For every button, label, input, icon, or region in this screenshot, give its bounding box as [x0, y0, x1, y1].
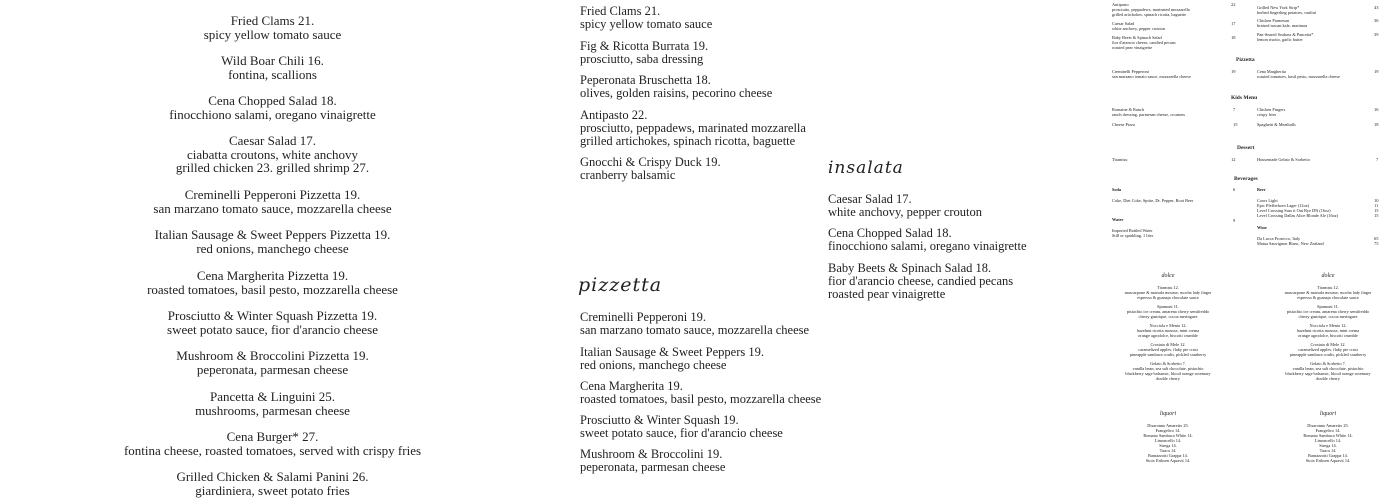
item-name: Spumoni 11.	[1157, 304, 1179, 309]
menu-item	[100, 470, 445, 497]
liquori-header: liquori	[1319, 411, 1337, 417]
item-name: Italian Sausage & Sweet Peppers Pizzetta 19.	[154, 227, 391, 242]
item-description: grilled artichokes, spinach ricotta, baguette	[1112, 12, 1186, 17]
dessert-item	[1098, 342, 1238, 357]
item-name: Creminelli Pepperoni	[1112, 69, 1149, 74]
item-name: Chicken Fingers	[1257, 107, 1286, 112]
item-name: Cena Margherita	[1257, 69, 1286, 74]
item-name: Antipasto 22.	[580, 108, 648, 122]
item-description: vanilla bean, sea salt chocolate, pistachio	[1132, 366, 1204, 371]
menu-item	[100, 188, 445, 215]
item-description: ranch dressing, parmesan cheese, croutons	[1112, 112, 1186, 117]
menu-item	[828, 262, 1088, 301]
item-name: Wild Boar Chili 16.	[221, 53, 324, 68]
liquor-item: Strega 14.	[1319, 443, 1337, 448]
item-name: Italian Sausage & Sweet Peppers 19.	[580, 345, 764, 359]
item-name: Mushroom & Broccolini 19.	[580, 447, 723, 461]
price: 15	[1374, 208, 1379, 213]
item-description: orange agrodolce, biscotti crumble	[1138, 333, 1198, 338]
liquori-card	[1258, 412, 1398, 463]
item-description: pineapple sambuca coulis, pickled cranberry	[1289, 352, 1367, 357]
dolce-card	[1098, 274, 1238, 385]
item-name: Grilled New York Strip*	[1257, 5, 1300, 10]
item-name: Romaine & Ranch	[1112, 107, 1144, 112]
item-name: Spumoni 11.	[1317, 304, 1339, 309]
item-description: espresso & guanaja chocolate sauce	[1137, 295, 1199, 300]
item-description: olives, golden raisins, pecorino cheese	[580, 86, 773, 100]
item-name: Crostata di Mele 12.	[1310, 342, 1346, 347]
menu-item	[100, 309, 445, 336]
beer-item: Level Crossing Suss it Out Rye IPA (16oz)	[1257, 208, 1331, 213]
item-description: peperonata, parmesan cheese	[580, 460, 726, 474]
liquor-item: Stoix Eriksen Aquavit 14.	[1305, 458, 1351, 463]
price: 39	[1374, 32, 1379, 37]
water-description: Imported Bottled Water	[1112, 228, 1153, 233]
menu-item	[580, 346, 840, 372]
liquor-item: Frangelico 14.	[1155, 428, 1181, 433]
liquor-item: Frangelico 14.	[1315, 428, 1341, 433]
menu-item	[580, 311, 840, 337]
item-name: Tiramisu	[1112, 157, 1128, 162]
item-description: roasted tomatoes, basil pesto, mozzarella cheese	[580, 392, 822, 406]
section-title: Kids Menu	[1231, 95, 1258, 101]
item-name: Nocciola e Menta 12.	[1309, 323, 1347, 328]
item-name: Fig & Ricotta Burrata 19.	[580, 39, 709, 53]
item-description: double cherry	[1156, 376, 1180, 381]
item-name: Creminelli Pepperoni Pizzetta 19.	[184, 187, 361, 202]
beer-item: Coors Light	[1257, 198, 1278, 203]
price: 18	[1374, 122, 1379, 127]
item-name: Baby Beets & Spinach Salad 18.	[828, 261, 992, 275]
item-description: lemon risotto, garlic butter	[1257, 37, 1303, 42]
item-name: Cena Chopped Salad 18.	[828, 226, 952, 240]
item-name: Baby Beets & Spinach Salad	[1112, 35, 1162, 40]
item-description: fior d'arancio cheese, candied pecans	[828, 274, 1014, 288]
item-description: blackberry sage balsamic, blood orange rosemary	[1125, 371, 1211, 376]
dessert-item	[1258, 304, 1398, 319]
menu-item	[580, 109, 840, 148]
item-name: Cena Margherita 19.	[580, 379, 683, 393]
liquor-item: Romano Sambuca White 14.	[1143, 433, 1193, 438]
liquor-item: Ramazzotti Grappa 14.	[1148, 453, 1188, 458]
item-description: grilled artichokes, spinach ricotta, baguette	[580, 134, 796, 148]
item-name: Cena Chopped Salad 18.	[208, 93, 337, 108]
section-title: Pizzetta	[1236, 57, 1255, 63]
wine-title: Wine	[1257, 225, 1267, 230]
price: 6	[1233, 187, 1236, 192]
price: 15	[1233, 122, 1238, 127]
item-name: Gelato & Sorbetto 7.	[1310, 361, 1346, 366]
item-name: Crostata di Mele 12.	[1150, 342, 1186, 347]
item-description: prosciutto, saba dressing	[580, 52, 704, 66]
item-description: roasted pear vinaigrette	[1112, 45, 1153, 50]
wine-item: Da Lucca Prosecco, Italy	[1257, 236, 1301, 241]
menu-item	[100, 349, 445, 376]
dessert-item	[1098, 323, 1238, 338]
item-description: roasted tomatoes, basil pesto, mozzarella cheese	[147, 281, 398, 297]
price: 10	[1374, 198, 1379, 203]
price: 19	[1231, 69, 1236, 74]
item-description: red onions, manchego cheese	[580, 358, 727, 372]
liquor-item: Romano Sambuca White 14.	[1303, 433, 1353, 438]
price: 11	[1374, 203, 1379, 208]
item-description: white anchovy, pepper crouton	[1112, 26, 1165, 31]
item-description: pistachio ice cream, amarena cherry semifreddo	[1286, 309, 1370, 314]
item-description: orange agrodolce, biscotti crumble	[1298, 333, 1358, 338]
menu-item	[828, 227, 1088, 253]
item-description: finocchiono salami, oregano vinaigrette	[828, 239, 1027, 253]
liquor-item: Limoncello 14.	[1154, 438, 1182, 443]
liquori-header: liquori	[1159, 411, 1177, 417]
item-description: red onions, manchego cheese	[196, 240, 349, 256]
dessert-item	[1258, 323, 1398, 338]
item-description: finocchiono salami, oregano vinaigrette	[169, 106, 376, 122]
item-name: Fried Clams 21.	[230, 13, 315, 28]
item-description: white anchovy, pepper crouton	[828, 205, 982, 219]
menu-item	[580, 40, 840, 66]
section-title: Beverages	[1234, 176, 1258, 182]
item-description: spicy yellow tomato sauce	[580, 17, 713, 31]
item-name: Chicken Parmesan	[1257, 18, 1290, 23]
item-description: vanilla bean, sea salt chocolate, pistachio	[1292, 366, 1364, 371]
dessert-item	[1098, 285, 1238, 300]
item-description: cranberry balsamic	[580, 168, 676, 182]
liquor-item: Disaronno Amaretto 25.	[1147, 423, 1189, 428]
water-description: Still or sparkling, 1 liter	[1112, 233, 1154, 238]
item-description: roasted pear vinaigrette	[828, 287, 946, 301]
dessert-item	[1098, 304, 1238, 319]
menu-item	[100, 14, 445, 41]
liquor-item: Strega 14.	[1159, 443, 1177, 448]
item-description: caramelized apples, flaky pie crust	[1298, 347, 1358, 352]
item-description: herbed fingerling potatoes, cauliní	[1257, 10, 1316, 15]
price: 43	[1374, 5, 1379, 10]
water-title: Water	[1112, 217, 1124, 222]
item-description: mushrooms, parmesan cheese	[195, 402, 350, 418]
item-name: Spaghetti & Meatballs	[1257, 122, 1296, 127]
item-description: cherry gastrique, cocoa meringues	[1138, 314, 1198, 319]
price: 36	[1374, 18, 1379, 23]
item-description: pineapple sambuca coulis, pickled cranberry	[1129, 352, 1207, 357]
item-description: fontina cheese, roasted tomatoes, served with crispy fries	[123, 442, 422, 458]
price: 18	[1231, 35, 1236, 40]
menu-item	[580, 448, 840, 474]
item-name: Grilled Chicken & Salami Panini 26.	[176, 469, 369, 484]
menu-item	[100, 390, 445, 417]
item-description: sweet potato sauce, fior d'arancio cheese	[167, 321, 378, 337]
item-name: Peperonata Bruschetta 18.	[580, 73, 711, 87]
item-description: mascarpone & marsala mousse, mocha lady finger	[1284, 290, 1372, 295]
dessert-item	[1098, 361, 1238, 381]
liquor-item: Tuaca 14.	[1319, 448, 1337, 453]
item-name: Housemade Gelato & Sorbetto	[1257, 157, 1310, 162]
price: 7	[1233, 107, 1236, 112]
dolce-card	[1258, 274, 1398, 385]
item-name: Antipasto	[1112, 2, 1129, 7]
item-name: Prosciutto & Winter Squash Pizzetta 19.	[167, 308, 378, 323]
liquor-item: Tuaca 14.	[1159, 448, 1177, 453]
item-description: ciabatta croutons, white anchovy	[186, 146, 359, 162]
dessert-item	[1258, 361, 1398, 381]
item-name: Tiramisu 12.	[1317, 285, 1339, 290]
liquor-item: Disaronno Amaretto 25.	[1307, 423, 1349, 428]
beer-item: Epic Pfefferhorn Lager (12oz)	[1257, 203, 1310, 208]
item-name: Pancetta & Linguini 25.	[210, 389, 335, 404]
beer-title: Beer	[1257, 187, 1266, 192]
item-name: Caesar Salad 17.	[228, 133, 316, 148]
menu-item	[580, 380, 840, 406]
item-description: san marzano tomato sauce, mozzarella cheese	[153, 200, 392, 216]
price: 19	[1374, 69, 1379, 74]
item-description: fior d'arancio cheese, candied pecans	[1112, 40, 1176, 45]
item-name: Cena Margherita Pizzetta 19.	[196, 268, 349, 283]
menu-item	[828, 193, 1088, 219]
price: 16	[1374, 107, 1379, 112]
menu-item	[580, 5, 840, 31]
item-name: Mushroom & Broccolini Pizzetta 19.	[176, 348, 369, 363]
menu-item	[100, 94, 445, 121]
item-description: pistachio ice cream, amarena cherry semifreddo	[1126, 309, 1210, 314]
liquor-item: Stoix Eriksen Aquavit 14.	[1145, 458, 1191, 463]
item-description: san marzano tomato sauce, mozzarella cheese	[1112, 74, 1191, 79]
dolce-header: dolce	[1321, 273, 1335, 279]
item-name: Cena Burger* 27.	[226, 429, 319, 444]
soda-title: Soda	[1112, 187, 1122, 192]
dessert-item	[1258, 285, 1398, 300]
price: 17	[1231, 21, 1236, 26]
item-description: hazelnut ricotta mousse, mint crema	[1296, 328, 1360, 333]
liquori-card	[1098, 412, 1238, 463]
price: 7	[1376, 157, 1379, 162]
liquor-item: Ramazzotti Grappa 14.	[1308, 453, 1348, 458]
item-name: Gelato & Sorbetto 7.	[1150, 361, 1186, 366]
item-name: Caesar Salad	[1112, 21, 1135, 26]
pizzetta-header: pizzetta	[578, 274, 663, 296]
beer-item: Level Crossing Dallas Alice Blonde Ale (16oz)	[1257, 213, 1339, 218]
item-description: giardiniera, sweet potato fries	[195, 482, 350, 498]
item-description: blackberry sage balsamic, blood orange rosemary	[1285, 371, 1371, 376]
menu-item	[580, 74, 840, 100]
item-description: hazelnut ricotta mousse, mint crema	[1136, 328, 1200, 333]
menu-item	[100, 430, 445, 457]
item-name: Cheese Pizza	[1112, 122, 1135, 127]
item-description: roasted tomatoes, basil pesto, mozzarella cheese	[1257, 74, 1340, 79]
item-description: fontina, scallions	[228, 66, 317, 82]
price: 12	[1231, 157, 1236, 162]
item-description: braised tuscan kale, marinara	[1257, 23, 1308, 28]
item-name: Pan-Seared Seabass & Pancetta*	[1257, 32, 1314, 37]
item-description: spicy yellow tomato sauce	[203, 26, 342, 42]
item-description: peperonata, parmesan cheese	[196, 361, 349, 377]
price: 15	[1374, 213, 1379, 218]
item-description: mascarpone & marsala mousse, mocha lady finger	[1124, 290, 1212, 295]
price: 75	[1374, 241, 1379, 246]
soda-description: Coke, Diet Coke, Sprite, Dr. Pepper, Root Beer	[1112, 198, 1194, 203]
dessert-item	[1258, 342, 1398, 357]
item-description: caramelized apples, flaky pie crust	[1138, 347, 1198, 352]
item-description: sweet potato sauce, fior d'arancio cheese	[580, 426, 783, 440]
menu-item	[580, 414, 840, 440]
item-name: Fried Clams 21.	[580, 4, 661, 18]
menu-item	[100, 269, 445, 296]
item-description: cherry gastrique, cocoa meringues	[1298, 314, 1358, 319]
price: 65	[1374, 236, 1379, 241]
item-name: Creminelli Pepperoni 19.	[580, 310, 707, 324]
dolce-header: dolce	[1161, 273, 1175, 279]
liquor-item: Limoncello 14.	[1314, 438, 1342, 443]
item-name: Caesar Salad 17.	[828, 192, 912, 206]
item-description: crispy fries	[1257, 112, 1277, 117]
item-name: Tiramisu 12.	[1157, 285, 1179, 290]
item-description: san marzano tomato sauce, mozzarella cheese	[580, 323, 810, 337]
item-name: Prosciutto & Winter Squash 19.	[580, 413, 739, 427]
menu-item	[580, 156, 840, 182]
insalata-header: insalata	[828, 158, 904, 178]
price: 9	[1233, 218, 1236, 223]
item-description: grilled chicken 23. grilled shrimp 27.	[175, 160, 370, 175]
item-name: Nocciola e Menta 12.	[1149, 323, 1187, 328]
item-name: Gnocchi & Crispy Duck 19.	[580, 155, 721, 169]
price: 22	[1231, 2, 1236, 7]
menu-item	[100, 134, 445, 175]
item-description: prosciutto, peppadews, marinated mozzarella	[1112, 7, 1190, 12]
wine-item: Matua Sauvignon Blanc, New Zealand	[1257, 241, 1324, 246]
menu-item	[100, 228, 445, 255]
item-description: double cherry	[1316, 376, 1340, 381]
item-description: prosciutto, peppadews, marinated mozzarella	[580, 121, 806, 135]
section-title: Dessert	[1237, 145, 1255, 151]
item-description: espresso & guanaja chocolate sauce	[1297, 295, 1359, 300]
menu-item	[100, 54, 445, 81]
